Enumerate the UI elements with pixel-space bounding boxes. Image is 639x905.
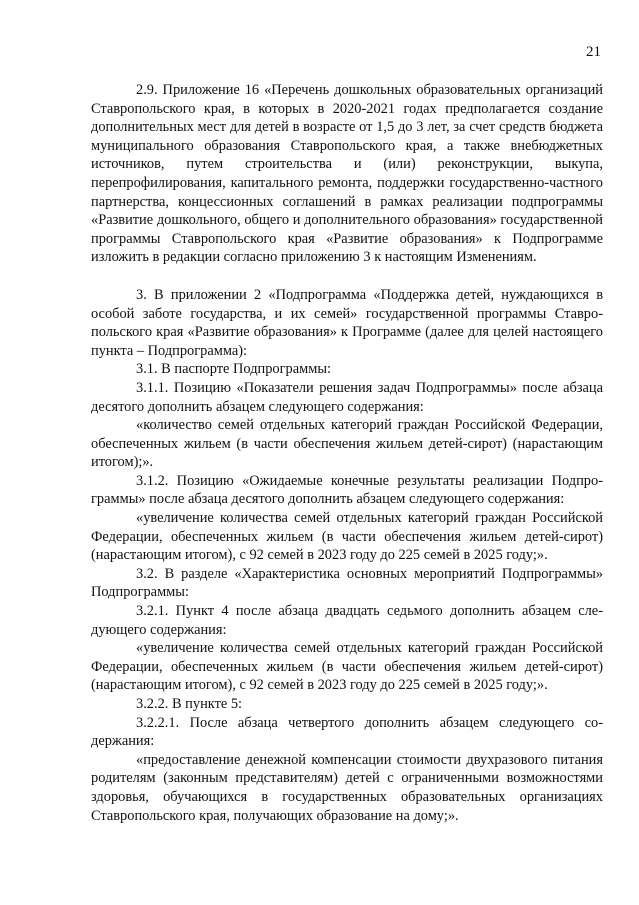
paragraph-2-9: 2.9. Приложение 16 «Перечень дошкольных образовательных организаций Ставропольского края, в которых в 2020-2021 годах предполагается создание дополнительных мест для детей в возрасте от 1,5 до 3 лет, за счет средств бюджета муниципального образования Ставропольского края, а также внебюджетных источников, путем строительства и (или) реконструкции, выкупа, перепрофилирования, капитального ремонта, поддержки государственно-частного партнерства, концессионных соглашений в рамках реализации подпрограммы «Развитие дошкольного, общего и дополнительного образования» государственной программы Ставропольского края «Развитие образования» к Подпрограмме изложить в редакции согласно приложению 3 к настоящим Изменениям. xyxy=(91,82,603,266)
paragraph-3-2-2: 3.2.2. В пункте 5: xyxy=(136,696,243,712)
paragraph-3-2-1: 3.2.1. Пункт 4 после абзаца двадцать седьмого дополнить абзацем следующего содержания: xyxy=(91,603,603,638)
paragraph-3-1-2: 3.1.2. Позицию «Ожидаемые конечные результаты реализации Подпрограммы» после абзаца десятого дополнить абзацем следующего содержания: xyxy=(91,472,603,508)
paragraph-3-1: 3.1. В паспорте Подпрограммы: xyxy=(136,361,331,378)
paragraph-3-1-1: 3.1.1. Позицию «Показатели решения задач Подпрограммы» после абзаца десятого дополнить абзацем следующего содержания: xyxy=(91,379,603,415)
paragraph-3-2-1-quote: «увеличение количества семей отдельных категорий граждан Российской Федерации, обеспеченных жильем (в части обеспечения жильем детей-сирот) (нарастающим итогом), с 92 семей в 2023 году до 225 семей в 2025 году;». xyxy=(91,640,603,694)
paragraph-3-2: 3.2. В разделе «Характеристика основных мероприятий Подпрограммы» Подпрограммы: xyxy=(91,565,603,601)
paragraph-3-2-2-1-quote: «предоставление денежной компенсации стоимости двухразового питания родителям (законным представителям) детей с ограниченными возможностями здоровья, обучающихся в государственных образовательных организациях Ставропольского края, получающих образование на дому;». xyxy=(91,751,603,824)
paragraph-3: 3. В приложении 2 «Подпрограмма «Поддержка детей, нуждающихся в особой заботе государства, и их семей» государственной программы Ставропольского края «Развитие образования» к Программе (далее для целей настоящего пункта – Подпрограмма): xyxy=(91,286,603,359)
paragraph-3-1-2-quote: «увеличение количества семей отдельных категорий граждан Российской Федерации, обеспеченных жильем (в части обеспечения жильем детей-сирот) (нарастающим итогом), с 92 семей в 2023 году до 225 семей в 2025 году;». xyxy=(91,510,603,564)
page-number: 21 xyxy=(586,44,601,60)
document-body xyxy=(91,81,603,825)
paragraph-3-2-2-1: 3.2.2.1. После абзаца четвертого дополнить абзацем следующего содержания: xyxy=(91,714,603,750)
paragraph-3-1-1-quote: «количество семей отдельных категорий граждан Российской Федерации, обеспеченных жильем (в части обеспечения жильем детей-сирот) (нарастающим итогом);». xyxy=(91,417,603,471)
